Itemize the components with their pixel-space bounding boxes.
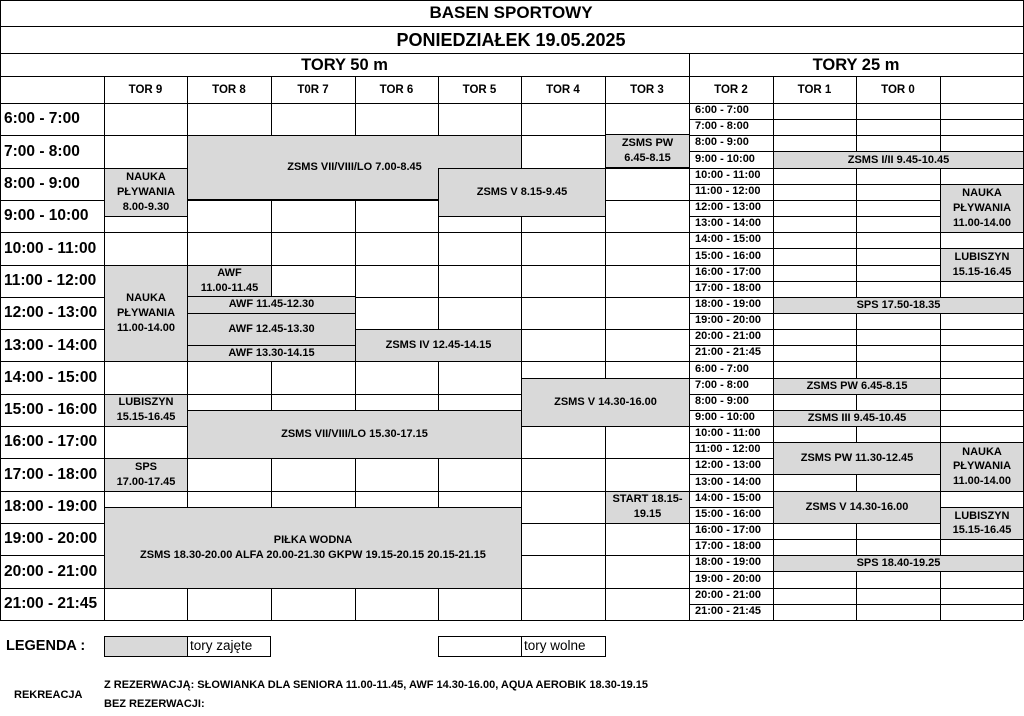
lane-header-50m: TOR 9	[128, 83, 163, 96]
time-label-25m: 12:00 - 13:00	[695, 459, 762, 472]
time-label-25m: 14:00 - 15:00	[695, 233, 762, 246]
time-label-50m: 6:00 - 7:00	[4, 110, 80, 128]
legend-free-label: tory wolne	[521, 636, 606, 657]
time-label-50m: 10:00 - 11:00	[4, 239, 97, 257]
time-label-25m: 12:00 - 13:00	[695, 201, 762, 214]
page-subtitle: PONIEDZIAŁEK 19.05.2025	[396, 29, 626, 50]
booking-25m: ZSMS V 14.30-16.00	[773, 491, 941, 524]
booking-50m: START 18.15- 19.15	[605, 491, 690, 524]
time-label-25m: 16:00 - 17:00	[695, 524, 762, 537]
booking-25m: LUBISZYN 15.15-16.45	[940, 248, 1024, 281]
booking-50m: PIŁKA WODNA ZSMS 18.30-20.00 ALFA 20.00-21.30 GKPW 19.15-20.15 20.15-21.15	[104, 507, 522, 589]
booking-25m: ZSMS I/II 9.45-10.45	[773, 151, 1024, 168]
time-label-50m: 11:00 - 12:00	[4, 271, 97, 289]
time-label-25m: 8:00 - 9:00	[695, 394, 749, 407]
time-label-25m: 19:00 - 20:00	[695, 572, 762, 585]
lane-header-50m: T0R 7	[297, 83, 329, 96]
time-label-50m: 21:00 - 21:45	[4, 594, 98, 612]
time-label-25m: 11:00 - 12:00	[695, 184, 761, 197]
time-label-25m: 21:00 - 21:45	[695, 346, 762, 359]
time-label-50m: 16:00 - 17:00	[4, 433, 98, 451]
time-label-25m: 18:00 - 19:00	[695, 297, 762, 310]
section-underline	[0, 76, 1023, 77]
time-label-25m: 14:00 - 15:00	[695, 491, 762, 504]
time-label-50m: 14:00 - 15:00	[4, 368, 98, 386]
time-label-25m: 9:00 - 10:00	[695, 411, 755, 424]
time-label-25m: 10:00 - 11:00	[695, 427, 761, 440]
time-label-25m: 15:00 - 16:00	[695, 507, 762, 520]
time-label-25m: 6:00 - 7:00	[695, 362, 749, 375]
lane-header-50m: TOR 5	[462, 83, 497, 96]
lane-header-50m: TOR 4	[546, 83, 580, 96]
booking-50m: AWF 11.45-12.30	[187, 296, 356, 314]
booking-25m: NAUKA PŁYWANIA 11.00-14.00	[940, 184, 1024, 233]
lane-header-25m: TOR 0	[881, 83, 915, 96]
booking-25m: ZSMS III 9.45-10.45	[773, 410, 941, 427]
subtitle-underline	[0, 53, 1023, 54]
time-label-25m: 7:00 - 8:00	[695, 378, 749, 391]
time-label-50m: 17:00 - 18:00	[4, 465, 98, 483]
booking-25m: LUBISZYN 15.15-16.45	[940, 507, 1024, 540]
lane-header-50m: TOR 3	[630, 83, 664, 96]
booking-25m: SPS 18.40-19.25	[773, 555, 1024, 572]
time-label-50m: 12:00 - 13:00	[4, 304, 98, 322]
time-label-25m: 10:00 - 11:00	[695, 168, 761, 181]
time-label-25m: 17:00 - 18:00	[695, 540, 762, 553]
lane-header-25m: TOR 2	[714, 83, 748, 96]
time-label-25m: 9:00 - 10:00	[695, 152, 755, 165]
time-label-25m: 8:00 - 9:00	[695, 136, 749, 149]
time-label-50m: 19:00 - 20:00	[4, 530, 98, 548]
frame-top	[0, 0, 1023, 1]
time-label-25m: 11:00 - 12:00	[695, 443, 761, 456]
time-label-25m: 15:00 - 16:00	[695, 249, 762, 262]
recreation-with-reservation: Z REZERWACJĄ: SŁOWIANKA DLA SENIORA 11.00-11.45, AWF 14.30-16.00, AQUA AEROBIK 18.30-19.15	[104, 679, 649, 692]
section-50m-header: TORY 50 m	[301, 55, 388, 74]
booking-50m: ZSMS VII/VIII/LO 15.30-17.15	[187, 410, 522, 459]
booking-50m: NAUKA PŁYWANIA 8.00-9.30	[104, 168, 188, 217]
time-label-25m: 20:00 - 21:00	[695, 588, 762, 601]
time-label-25m: 20:00 - 21:00	[695, 330, 762, 343]
legend-busy-swatch	[104, 636, 188, 657]
time-label-25m: 19:00 - 20:00	[695, 314, 762, 327]
booking-50m: SPS 17.00-17.45	[104, 458, 188, 491]
time-label-25m: 6:00 - 7:00	[695, 104, 749, 117]
legend-free-swatch	[438, 636, 522, 657]
booking-50m: ZSMS V 14.30-16.00	[521, 378, 690, 427]
time-label-25m: 17:00 - 18:00	[695, 281, 762, 294]
time-label-25m: 13:00 - 14:00	[695, 475, 762, 488]
booking-50m: AWF 11.00-11.45	[187, 265, 272, 297]
time-label-25m: 16:00 - 17:00	[695, 265, 762, 278]
page-title: BASEN SPORTOWY	[429, 3, 593, 23]
booking-50m: ZSMS V 8.15-9.45	[438, 168, 606, 217]
recreation-label: REKREACJA	[14, 689, 83, 702]
time-label-25m: 13:00 - 14:00	[695, 217, 762, 230]
booking-25m: ZSMS PW 6.45-8.15	[773, 378, 941, 395]
grid-bottom	[0, 620, 1023, 621]
time-label-25m: 7:00 - 8:00	[695, 120, 749, 133]
time-label-50m: 8:00 - 9:00	[4, 175, 80, 193]
lane-header-25m: TOR 1	[797, 83, 832, 96]
booking-50m: ZSMS IV 12.45-14.15	[355, 329, 522, 362]
legend-label: LEGENDA :	[6, 637, 86, 654]
booking-50m: AWF 13.30-14.15	[187, 345, 356, 362]
header-underline	[0, 103, 1023, 104]
booking-25m: ZSMS PW 11.30-12.45	[773, 442, 941, 475]
time-label-50m: 9:00 - 10:00	[4, 207, 89, 225]
time-label-25m: 18:00 - 19:00	[695, 556, 762, 569]
time-label-50m: 7:00 - 8:00	[4, 142, 80, 160]
booking-25m: NAUKA PŁYWANIA 11.00-14.00	[940, 442, 1024, 491]
lane-header-50m: TOR 6	[379, 83, 414, 96]
legend-busy-label: tory zajęte	[187, 636, 271, 657]
time-label-50m: 18:00 - 19:00	[4, 498, 98, 516]
booking-50m: ZSMS PW 6.45-8.15	[605, 134, 690, 168]
recreation-without-reservation: BEZ REZERWACJI:	[104, 698, 205, 711]
booking-50m: AWF 12.45-13.30	[187, 313, 356, 346]
title-underline	[0, 26, 1023, 27]
booking-25m: SPS 17.50-18.35	[773, 297, 1024, 314]
lane-header-50m: TOR 8	[212, 83, 246, 96]
lane-header-25m	[940, 78, 1023, 102]
booking-50m: ZSMS VII/VIII/LO 7.00-8.45	[187, 135, 522, 200]
time-label-50m: 15:00 - 16:00	[4, 401, 98, 419]
booking-50m: LUBISZYN 15.15-16.45	[104, 394, 188, 427]
booking-50m: NAUKA PŁYWANIA 11.00-14.00	[104, 265, 188, 363]
time-label-50m: 13:00 - 14:00	[4, 336, 98, 354]
time-label-25m: 21:00 - 21:45	[695, 604, 762, 617]
time-label-50m: 20:00 - 21:00	[4, 562, 98, 580]
section-25m-header: TORY 25 m	[812, 55, 900, 74]
